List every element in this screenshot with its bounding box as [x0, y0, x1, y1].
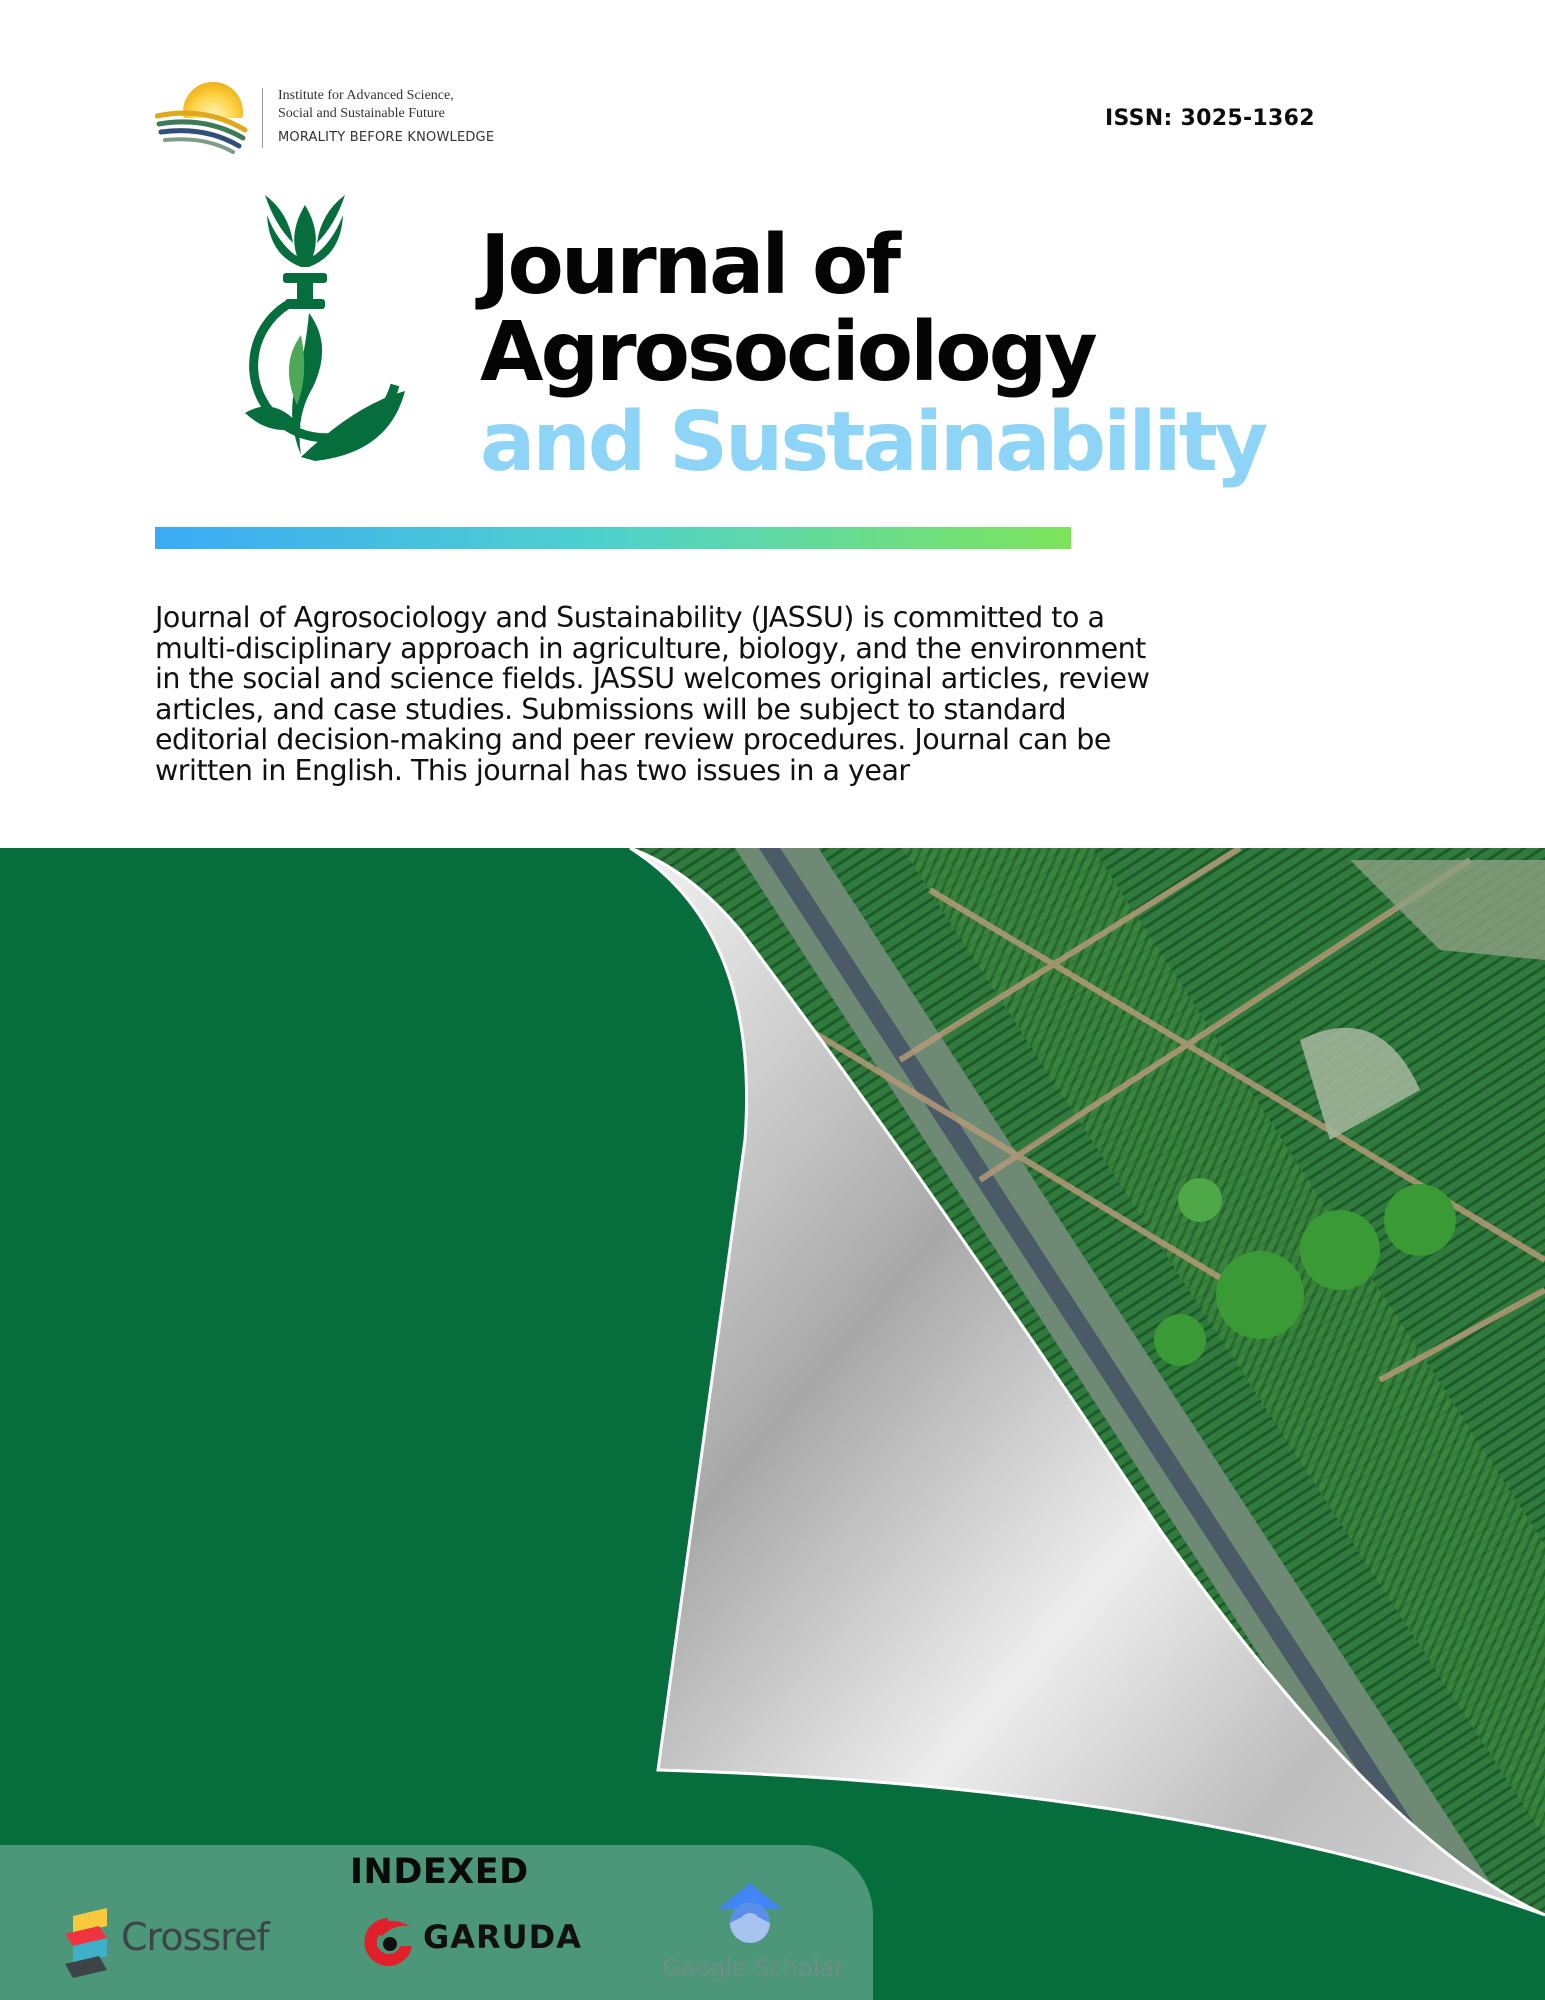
journal-description: Journal of Agrosociology and Sustainability (JASSU) is committed to a multi-disciplinary approach in agriculture, biology, and the environment in the social and science fields. JASSU welcomes original articles, review articles, and case studies. Submissions will be subject to standard editorial decision-making and peer review procedures. Journal can be written in English. This journal has two issues in a year	[155, 601, 1150, 787]
journal-title-line1: Journal of	[480, 218, 899, 313]
journal-title-line3: and Sustainability	[480, 395, 1266, 490]
journal-title-line2: Agrosociology	[480, 305, 1095, 400]
crossref-logo-icon	[65, 1908, 115, 1978]
cover-artwork	[0, 848, 1545, 2000]
google-scholar-name: Google Scholar	[662, 1954, 844, 1982]
title-gradient-bar	[155, 527, 1071, 549]
google-scholar-logo-icon	[718, 1883, 782, 1955]
institute-divider	[262, 88, 263, 148]
institute-name-line2: Social and Sustainable Future	[278, 106, 445, 121]
garuda-logo-icon	[360, 1916, 416, 1966]
journal-plant-logo-icon	[205, 195, 405, 475]
institute-name-line1: Institute for Advanced Science,	[278, 88, 454, 103]
institute-motto: MORALITY BEFORE KNOWLEDGE	[278, 130, 495, 145]
crossref-name: Crossref	[121, 1915, 269, 1959]
indexed-label: INDEXED	[350, 1852, 529, 1892]
issn-label: ISSN: 3025-1362	[1105, 106, 1315, 131]
garuda-name: GARUDA	[423, 1918, 582, 1956]
institute-sun-logo-icon	[155, 80, 255, 155]
